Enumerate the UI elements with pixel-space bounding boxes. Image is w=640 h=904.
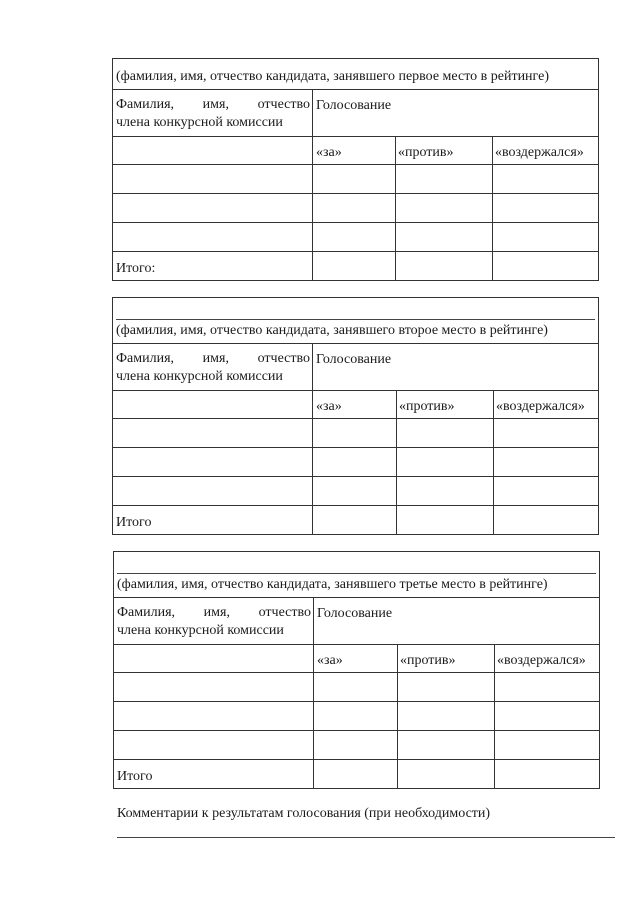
row-divider — [114, 759, 599, 760]
voting-header: Голосование — [317, 606, 393, 621]
row-divider — [113, 222, 598, 223]
col-divider — [396, 390, 397, 535]
col-divider — [395, 136, 396, 281]
row-divider — [113, 418, 598, 419]
col-against: «против» — [398, 145, 454, 160]
row-divider — [114, 672, 599, 673]
voting-header: Голосование — [316, 352, 392, 367]
col-divider — [494, 644, 495, 789]
col-abstain: «воздержался» — [495, 145, 584, 160]
row-divider — [113, 251, 598, 252]
comment-label: Комментарии к результатам голосования (при необходимости) — [117, 806, 491, 821]
col-divider — [492, 136, 493, 281]
total-label: Итого — [116, 515, 152, 530]
voting-header: Голосование — [316, 98, 392, 113]
row-divider — [114, 597, 599, 598]
row-divider — [113, 343, 598, 344]
row-divider — [114, 644, 599, 645]
row-divider — [113, 164, 598, 165]
vote-table-third — [113, 551, 600, 789]
row-divider — [113, 505, 598, 506]
row-divider — [113, 476, 598, 477]
col-divider — [313, 597, 314, 789]
candidate-caption: (фамилия, имя, отчество кандидата, занявшего первое место в рейтинге) — [116, 69, 549, 84]
comment-line — [117, 837, 615, 838]
col-divider — [312, 343, 313, 535]
candidate-name-line — [117, 573, 596, 574]
member-header: Фамилия, имя, отчество члена конкурсной комиссии — [116, 351, 310, 384]
col-divider — [312, 89, 313, 281]
candidate-name-line — [116, 319, 595, 320]
col-for: «за» — [316, 145, 342, 160]
col-divider — [397, 644, 398, 789]
col-divider — [493, 390, 494, 535]
row-divider — [113, 447, 598, 448]
col-abstain: «воздержался» — [497, 653, 586, 668]
member-header: Фамилия, имя, отчество члена конкурсной комиссии — [117, 605, 311, 638]
row-divider — [113, 136, 598, 137]
col-against: «против» — [400, 653, 456, 668]
row-divider — [114, 730, 599, 731]
candidate-caption: (фамилия, имя, отчество кандидата, занявшего третье место в рейтинге) — [117, 577, 548, 592]
row-divider — [114, 701, 599, 702]
col-against: «против» — [399, 399, 455, 414]
col-abstain: «воздержался» — [496, 399, 585, 414]
col-for: «за» — [316, 399, 342, 414]
candidate-caption: (фамилия, имя, отчество кандидата, занявшего второе место в рейтинге) — [116, 323, 548, 338]
row-divider — [113, 390, 598, 391]
col-for: «за» — [317, 653, 343, 668]
member-header: Фамилия, имя, отчество члена конкурсной комиссии — [116, 97, 310, 130]
row-divider — [113, 89, 598, 90]
vote-table-second — [112, 297, 599, 535]
row-divider — [113, 193, 598, 194]
total-label: Итого — [117, 769, 153, 784]
total-label: Итого: — [116, 261, 156, 276]
vote-table-first — [112, 58, 599, 281]
